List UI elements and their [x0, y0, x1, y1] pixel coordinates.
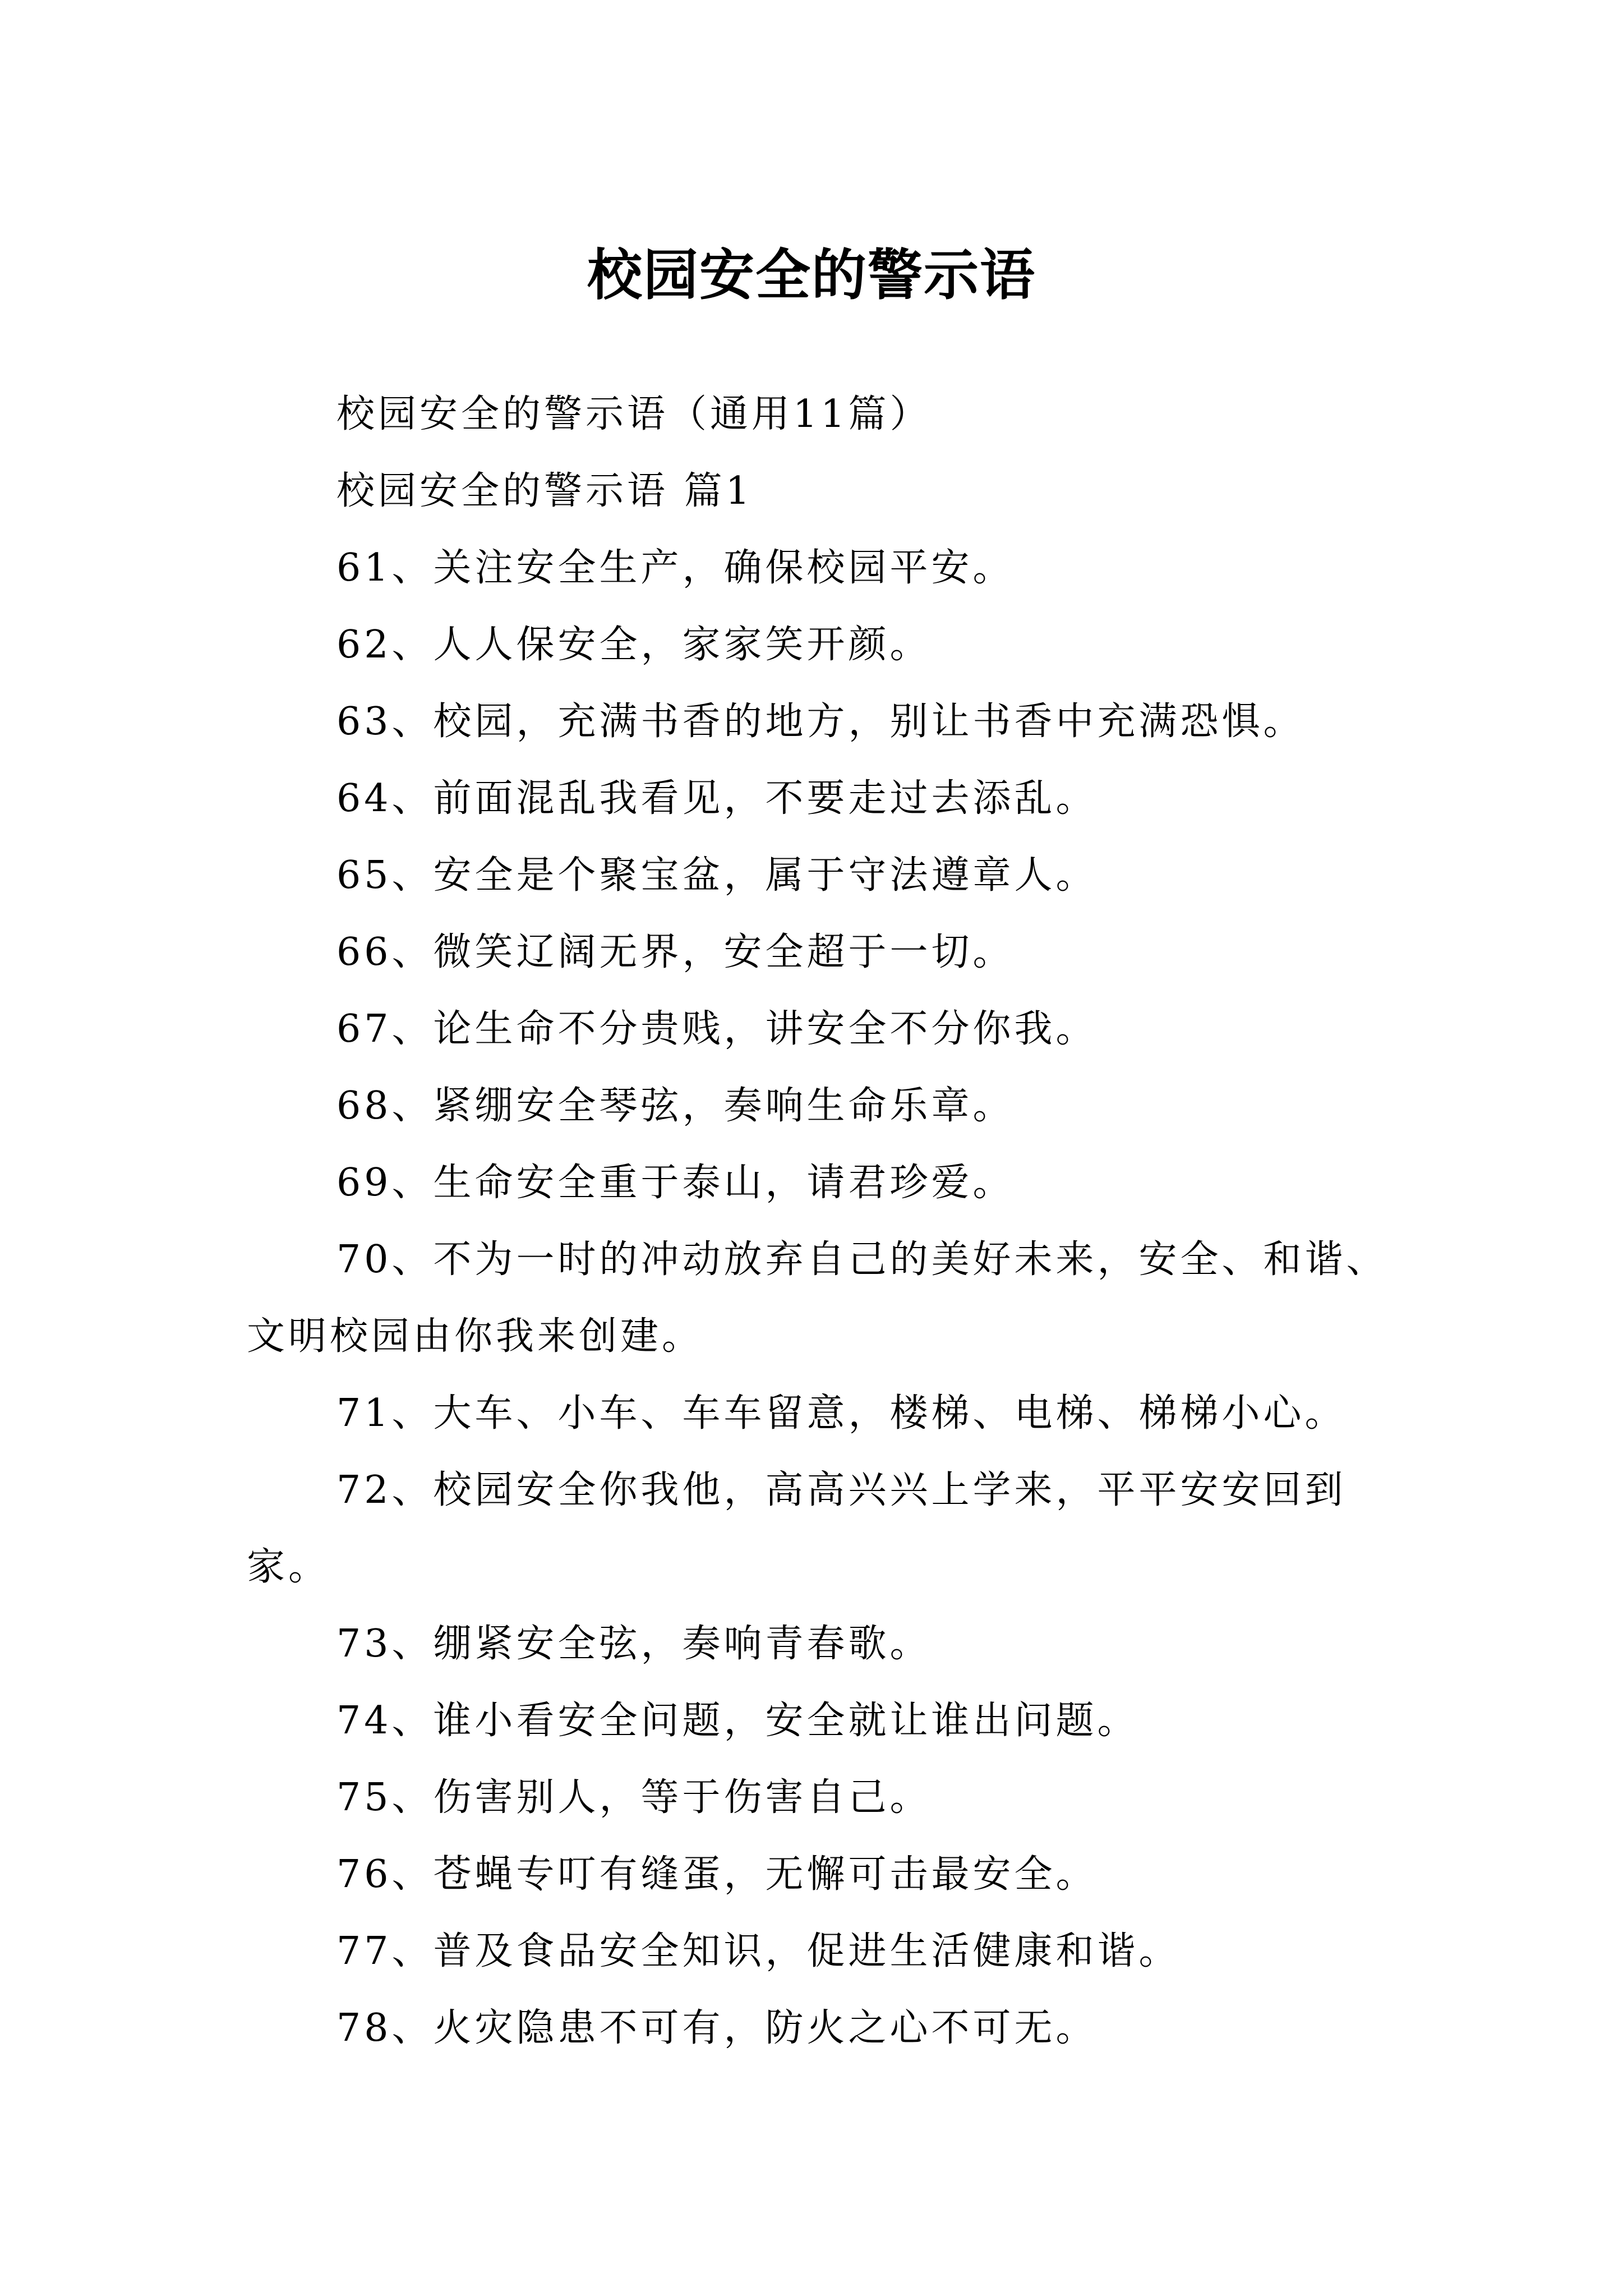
list-item: 74、谁小看安全问题，安全就让谁出问题。 — [336, 1699, 1139, 1743]
document-title: 校园安全的警示语 — [587, 242, 1036, 307]
list-item: 64、前面混乱我看见，不要走过去添乱。 — [336, 776, 1098, 821]
document-body — [247, 376, 1391, 2067]
list-item: 78、火灾隐患不可有，防火之心不可无。 — [336, 2006, 1098, 2050]
list-item: 67、论生命不分贵贱，讲安全不分你我。 — [336, 1007, 1098, 1051]
list-item: 65、安全是个聚宝盆，属于守法遵章人。 — [336, 853, 1098, 898]
list-item: 77、普及食品安全知识，促进生活健康和谐。 — [336, 1929, 1181, 1973]
subtitle: 校园安全的警示语（通用11篇） — [336, 392, 932, 436]
list-item: 63、校园，充满书香的地方，别让书香中充满恐惧。 — [336, 700, 1305, 744]
list-item: 66、微笑辽阔无界，安全超于一切。 — [336, 930, 1015, 974]
list-item: 62、人人保安全，家家笑开颜。 — [336, 623, 932, 667]
list-item: 61、关注安全生产，确保校园平安。 — [336, 546, 1015, 590]
list-item: 72、校园安全你我他，高高兴兴上学来，平平安安回到家。 — [247, 1468, 1347, 1589]
list-item: 76、苍蝇专叮有缝蛋，无懈可击最安全。 — [336, 1852, 1098, 1897]
list-item: 69、生命安全重于泰山，请君珍爱。 — [336, 1161, 1015, 1205]
list-item: 68、紧绷安全琴弦，奏响生命乐章。 — [336, 1084, 1015, 1128]
list-item: 75、伤害别人，等于伤害自己。 — [336, 1775, 932, 1820]
list-item: 71、大车、小车、车车留意，楼梯、电梯、梯梯小心。 — [336, 1391, 1347, 1435]
section-heading: 校园安全的警示语 篇1 — [336, 469, 753, 513]
list-item: 70、不为一时的冲动放弃自己的美好未来，安全、和谐、文明校园由你我来创建。 — [247, 1237, 1388, 1359]
list-item: 73、绷紧安全弦，奏响青春歌。 — [336, 1622, 932, 1666]
